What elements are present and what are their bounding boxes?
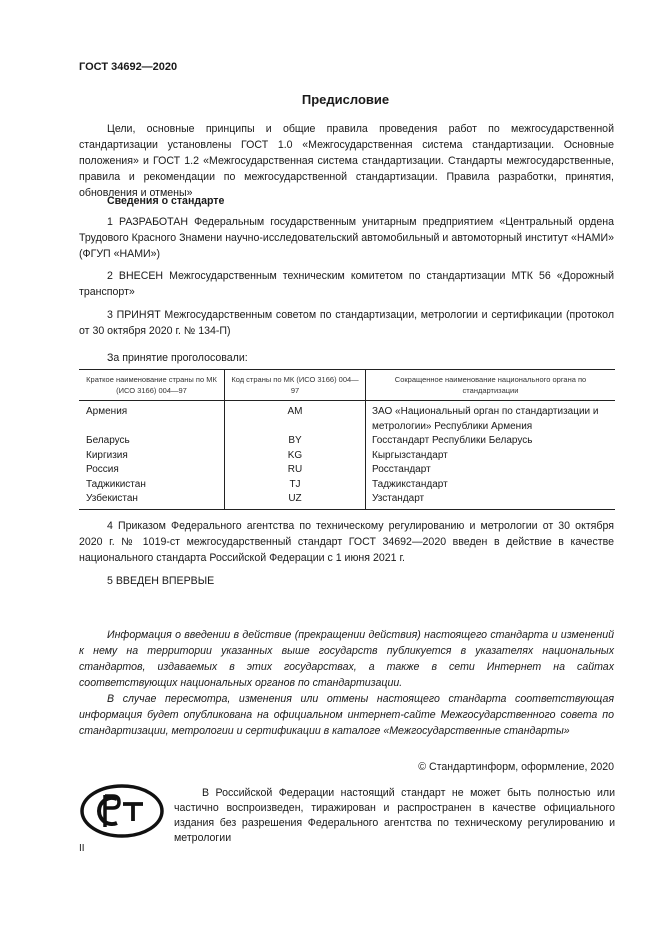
item-1-text: 1 РАЗРАБОТАН Федеральным государственным унитарным предприятием «Центральный ордена Трудового Красного Знамени научно-исследовательский автомобильный и автомоторный институт «НАМИ» (ФГУП «НАМИ») xyxy=(79,216,614,260)
table-row xyxy=(79,478,615,493)
voted-label: За принятие проголосовали: xyxy=(107,352,248,364)
country-cell: Россия xyxy=(86,464,119,475)
standard-info-heading: Сведения о стандарте xyxy=(107,195,225,207)
voting-table xyxy=(79,369,615,510)
table-row xyxy=(79,434,615,449)
info-notice-p2: В случае пересмотра, изменения или отмены настоящего стандарта соответствующая информация будет опубликована на официальном интернет-сайте Межгосударственного совета по стандартизации, метрологии и сертификации в каталоге «Межгосударственные стандарты» xyxy=(79,693,614,737)
info-notice xyxy=(79,627,614,739)
body-cell: ЗАО «Национальный орган по стандартизации и метрологии» Республики Армения xyxy=(372,406,599,432)
item-5-text: 5 ВВЕДЕН ВПЕРВЫЕ xyxy=(107,575,215,587)
reproduction-notice-text: В Российской Федерации настоящий стандарт не может быть полностью или частично воспроизведен, тиражирован и распространен в качестве официального издания без разрешения Федерального агентства по техническому регулированию и метрологии xyxy=(174,787,615,844)
rst-certification-mark-icon xyxy=(79,783,165,839)
body-cell: Узстандарт xyxy=(366,492,616,509)
country-cell: Киргизия xyxy=(86,449,128,461)
country-cell: Таджикистан xyxy=(86,478,146,490)
code-cell: AM xyxy=(225,401,366,435)
page-number: II xyxy=(79,843,85,854)
page-title: Предисловие xyxy=(301,92,390,107)
header-code: Код страны по МК (ИСО 3166) 004—97 xyxy=(225,370,366,401)
copyright-line: © Стандартинформ, оформление, 2020 xyxy=(418,761,614,773)
table-header-row xyxy=(79,370,615,401)
header-body: Сокращенное наименование национального органа по стандартизации xyxy=(366,370,616,401)
code-cell: UZ xyxy=(225,492,366,509)
item-3 xyxy=(79,307,614,339)
code-cell: TJ xyxy=(225,478,366,493)
item-5 xyxy=(79,573,614,589)
code-cell: KG xyxy=(225,449,366,464)
country-cell: Беларусь xyxy=(86,435,130,446)
table-row xyxy=(79,401,615,435)
item-2-text: 2 ВНЕСЕН Межгосударственным техническим комитетом по стандартизации МТК 56 «Дорожный транспорт» xyxy=(79,270,614,298)
header-country: Краткое наименование страны по МК (ИСО 3166) 004—97 xyxy=(79,370,225,401)
body-cell: Таджикстандарт xyxy=(372,478,448,490)
country-cell: Узбекистан xyxy=(79,492,225,509)
body-cell: Госстандарт Республики Беларусь xyxy=(372,435,533,446)
voted-label-block xyxy=(79,350,614,366)
code-cell: RU xyxy=(225,463,366,478)
document-code: ГОСТ 34692—2020 xyxy=(79,61,178,73)
intro-text: Цели, основные принципы и общие правила проведения работ по межгосударственной стандартизации установлены ГОСТ 1.0 «Межгосударственная система стандартизации. Основные положения» и ГОСТ 1.2 «Межгосударственная система стандартизации. Стандарты межгосударственные, правила и рекомендации по межгосударственной стандартизации. Правила разработки, принятия, обновления и отмены» xyxy=(79,123,614,199)
country-cell: Армения xyxy=(86,406,128,417)
table-row xyxy=(79,449,615,464)
item-4 xyxy=(79,518,614,566)
item-1 xyxy=(79,214,614,262)
body-cell: Кыргызстандарт xyxy=(372,449,448,461)
table-row xyxy=(79,463,615,478)
intro-paragraph xyxy=(79,121,614,201)
table-row xyxy=(79,492,615,509)
item-3-text: 3 ПРИНЯТ Межгосударственным советом по стандартизации, метрологии и сертификации (протокол от 30 октября 2020 г. № 134-П) xyxy=(79,309,614,337)
body-cell: Росстандарт xyxy=(372,464,431,475)
info-notice-p1: Информация о введении в действие (прекращении действия) настоящего стандарта и изменений к нему на территории указанных выше государств публикуется в указателях национальных стандартов, издаваемых в этих государствах, а также в сети Интернет на сайтах соответствующих национальных органов по стандартизации. xyxy=(79,629,614,689)
item-2 xyxy=(79,268,614,300)
reproduction-notice xyxy=(174,786,615,846)
code-cell: BY xyxy=(225,434,366,449)
item-4-text: 4 Приказом Федерального агентства по техническому регулированию и метрологии от 30 октября 2020 г. № 1019-ст межгосударственный стандарт ГОСТ 34692—2020 введен в действие в качестве национального стандарта Российской Федерации с 1 июня 2021 г. xyxy=(79,520,614,564)
